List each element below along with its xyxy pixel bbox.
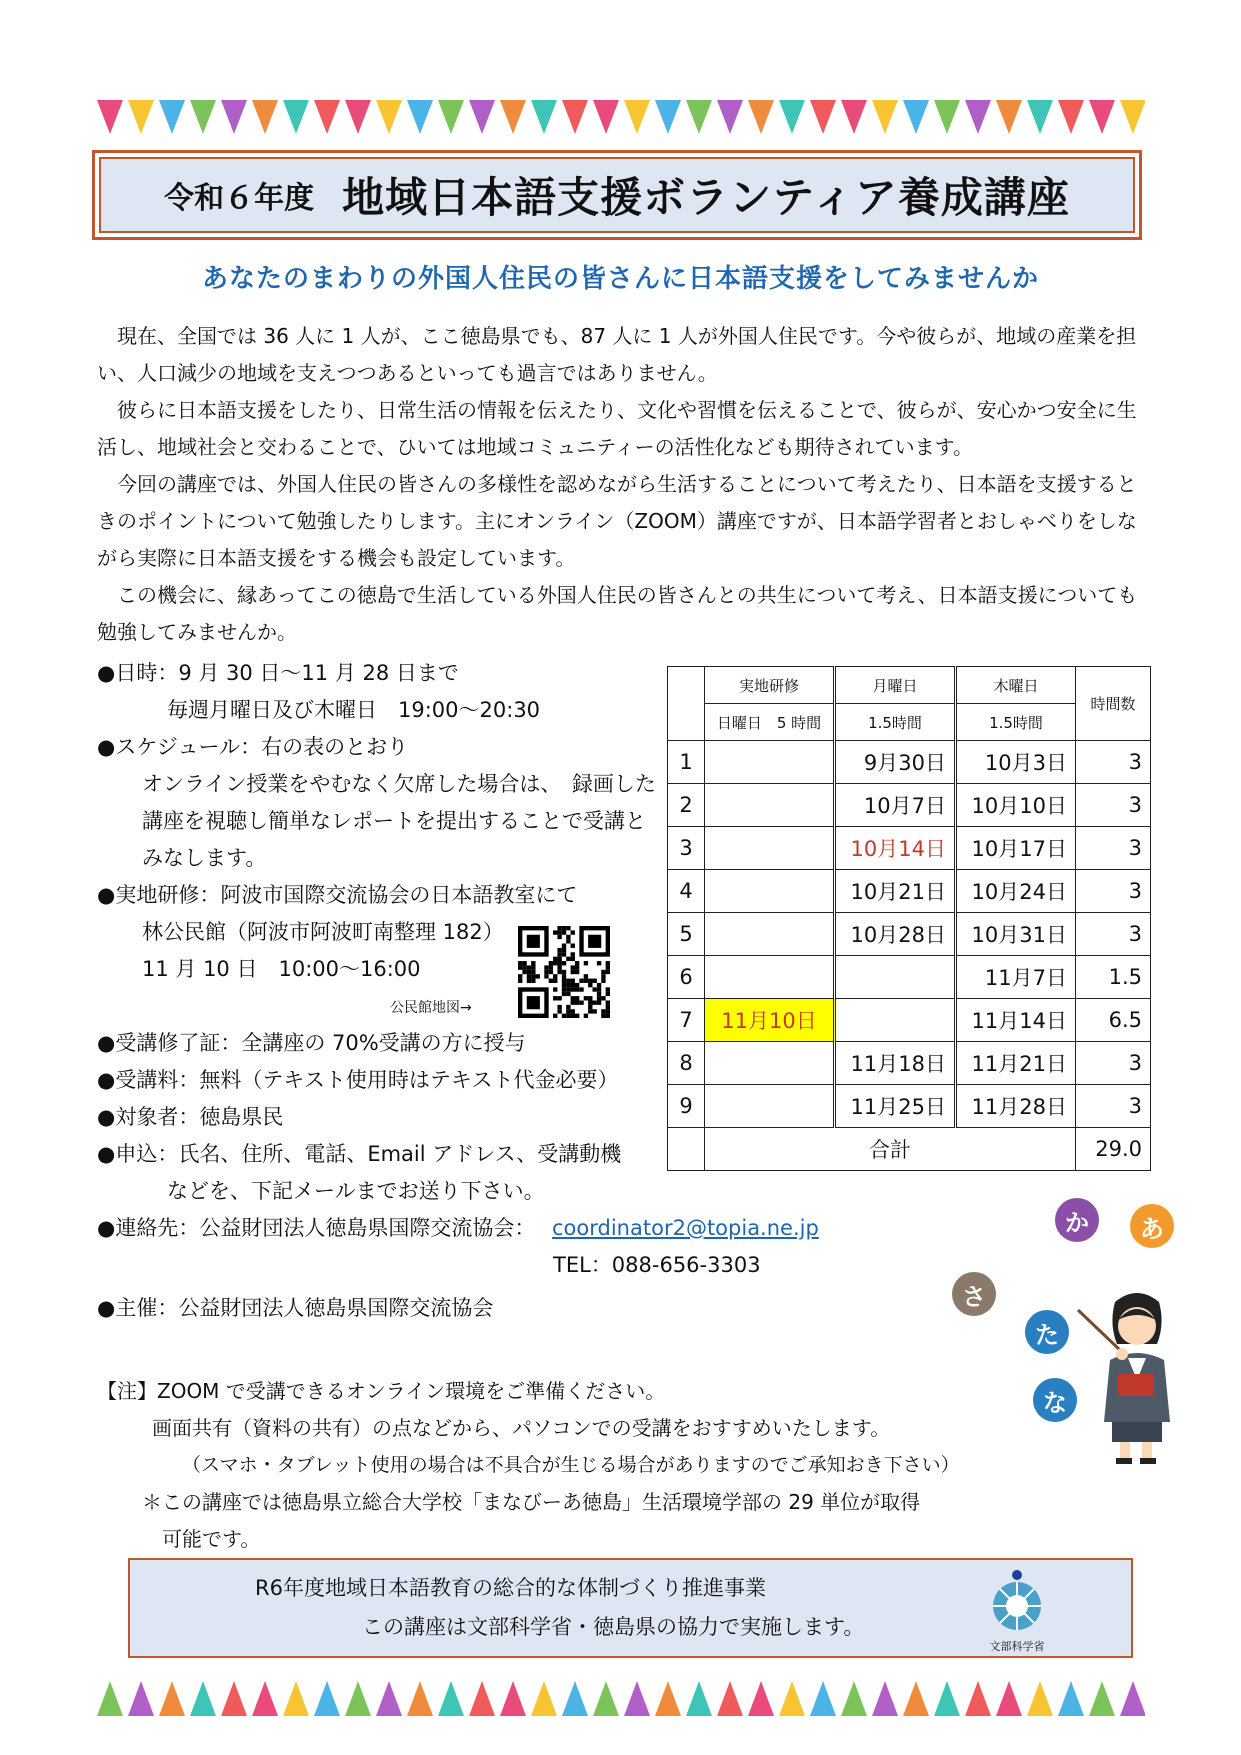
table-cell — [835, 784, 956, 827]
cell-text: 1.5 — [1108, 965, 1142, 989]
cell-text: 6 — [679, 965, 693, 989]
table-cell — [705, 827, 835, 870]
title-year: 令和６年度 — [164, 181, 315, 216]
table-cell — [1076, 1042, 1151, 1085]
hiragana-bubble: さ — [952, 1272, 996, 1316]
table-header-cell: 木曜日 — [956, 667, 1076, 704]
bunting-flag — [190, 100, 216, 134]
cell-text: 10月3日 — [984, 751, 1067, 775]
table-total-value: 29.0 — [1076, 1128, 1151, 1171]
cell-text: 5 — [679, 922, 693, 946]
bunting-flag — [903, 1681, 929, 1716]
info-contact — [97, 1210, 819, 1247]
info-training-date: 11 月 10 日 10:00～16:00 — [142, 957, 421, 981]
cell-text: 10月24日 — [971, 880, 1067, 904]
bunting-flag — [438, 1681, 464, 1716]
note-line: 画面共有（資料の共有）の点などから、パソコンでの受講をおすすめいたします。 — [152, 1416, 891, 1440]
table-cell — [705, 956, 835, 999]
table-cell — [705, 741, 835, 784]
table-cell — [956, 913, 1076, 956]
cell-text: 10月10日 — [971, 794, 1067, 818]
cell-text: 11月7日 — [984, 966, 1067, 990]
table-cell — [705, 1042, 835, 1085]
cell-text: 4 — [679, 879, 693, 903]
bunting-flag — [717, 1681, 743, 1716]
intro-paragraph: 彼らに日本語支援をしたり、日常生活の情報を伝えたり、文化や習慣を伝えることで、彼らが、安心かつ安全に生活し、地域社会と交わることで、ひいては地域コミュニティーの活性化なども期待されています。 — [97, 398, 1137, 459]
info-date-detail: 毎週月曜日及び木曜日 19:00～20:30 — [167, 698, 541, 722]
table-cell — [705, 999, 835, 1042]
bunting-flag — [717, 100, 743, 134]
table-row — [668, 870, 1151, 913]
bunting-flag — [686, 1681, 712, 1716]
table-header-cell: 1.5時間 — [956, 704, 1076, 741]
schedule-table — [667, 666, 1151, 1171]
table-cell — [705, 1085, 835, 1128]
bunting-flag — [624, 1681, 650, 1716]
cell-text: 10月31日 — [971, 923, 1067, 947]
table-cell — [1076, 1085, 1151, 1128]
note-line: ＊この講座では徳島県立総合大学校「まなびーあ徳島」生活環境学部の 29 単位が取得 — [142, 1490, 921, 1514]
bunting-flag — [779, 100, 805, 134]
bunting-flag — [469, 100, 495, 134]
bunting-flag — [1058, 1681, 1084, 1716]
cell-text: 10月7日 — [863, 794, 946, 818]
hiragana-bubble: あ — [1130, 1204, 1174, 1248]
bunting-flag — [810, 100, 836, 134]
intro-paragraph: この機会に、縁あってこの徳島で生活している外国人住民の皆さんとの共生について考え、日本語支援についても勉強してみませんか。 — [97, 583, 1138, 644]
table-header-cell: 1.5時間 — [835, 704, 956, 741]
table-cell — [835, 956, 956, 999]
table-cell — [1076, 999, 1151, 1042]
note-line: 可能です。 — [162, 1527, 261, 1551]
bunting-flag — [655, 100, 681, 134]
bunting-flag — [624, 100, 650, 134]
table-header-cell: 実地研修 — [705, 667, 835, 704]
info-target: ●対象者：徳島県民 — [97, 1105, 284, 1129]
bunting-flag — [252, 100, 278, 134]
bunting-flag — [562, 1681, 588, 1716]
bunting-flag — [1089, 100, 1115, 134]
table-cell — [1076, 827, 1151, 870]
table-cell — [956, 956, 1076, 999]
cell-text: 11月10日 — [721, 1009, 817, 1033]
mext-logo — [987, 1568, 1047, 1652]
title-banner — [92, 150, 1142, 240]
subtitle: あなたのまわりの外国人住民の皆さんに日本語支援をしてみませんか — [201, 264, 1039, 294]
cell-text: 11月25日 — [850, 1095, 946, 1119]
table-cell — [835, 741, 956, 784]
notes-section — [97, 1373, 960, 1558]
info-apply: ●申込：氏名、住所、電話、Email アドレス、受講動機 — [97, 1142, 622, 1166]
table-cell — [668, 956, 705, 999]
table-cell — [668, 784, 705, 827]
table-cell — [705, 913, 835, 956]
bunting-flag — [252, 1681, 278, 1716]
info-fee: ●受講料：無料（テキスト使用時はテキスト代金必要） — [97, 1068, 619, 1092]
bunting-flag — [283, 100, 309, 134]
info-training: ●実地研修：阿波市国際交流協会の日本語教室にて — [97, 883, 578, 907]
bunting-flag — [97, 1681, 123, 1716]
table-cell — [705, 784, 835, 827]
bunting-flag — [345, 100, 371, 134]
table-cell — [1076, 741, 1151, 784]
table-cell — [835, 870, 956, 913]
cell-text: 10月21日 — [850, 880, 946, 904]
cell-text: 2 — [679, 793, 693, 817]
info-schedule-note: オンライン授業をやむなく欠席した場合は、 録画した — [142, 772, 656, 796]
qr-caption: 公民館地図→ — [390, 1000, 472, 1016]
contact-email-link[interactable]: coordinator2@topia.ne.jp — [552, 1216, 819, 1240]
table-cell — [668, 870, 705, 913]
bunting-flag — [159, 1681, 185, 1716]
bunting-flag — [779, 1681, 805, 1716]
bunting-flag — [841, 100, 867, 134]
bunting-flag — [190, 1681, 216, 1716]
table-total-label: 合計 — [705, 1128, 1076, 1171]
bunting-flag — [593, 1681, 619, 1716]
cell-text: 8 — [679, 1051, 693, 1075]
table-cell — [956, 741, 1076, 784]
table-cell — [668, 999, 705, 1042]
bunting-flag — [593, 100, 619, 134]
bunting-flag — [686, 100, 712, 134]
table-cell — [668, 741, 705, 784]
table-row — [668, 956, 1151, 999]
table-cell — [956, 827, 1076, 870]
table-cell — [1076, 870, 1151, 913]
cell-text: 10月17日 — [971, 837, 1067, 861]
table-cell — [1076, 956, 1151, 999]
table-cell — [668, 1128, 705, 1171]
bunting-flag — [438, 100, 464, 134]
bunting-flag — [128, 1681, 154, 1716]
table-row — [668, 999, 1151, 1042]
table-cell — [956, 1042, 1076, 1085]
bottom-bunting-decoration — [95, 1678, 1145, 1718]
table-cell — [835, 999, 956, 1042]
bunting-flag — [376, 100, 402, 134]
table-cell — [835, 913, 956, 956]
table-row — [668, 827, 1151, 870]
cell-text: 10月14日 — [850, 837, 946, 861]
bunting-flag — [562, 100, 588, 134]
info-schedule-note: みなします。 — [142, 846, 267, 870]
top-bunting-decoration — [95, 98, 1145, 138]
bunting-flag — [1058, 100, 1084, 134]
cell-text: 11月21日 — [971, 1052, 1067, 1076]
table-row — [668, 741, 1151, 784]
table-cell — [835, 1085, 956, 1128]
note-line: （スマホ・タブレット使用の場合は不具合が生じる場合がありますのでご承知おき下さい） — [182, 1454, 960, 1476]
table-cell — [1076, 784, 1151, 827]
bunting-flag — [469, 1681, 495, 1716]
qr-code[interactable] — [518, 926, 610, 1018]
table-row — [668, 1085, 1151, 1128]
bunting-flag — [748, 100, 774, 134]
info-certificate: ●受講修了証：全講座の 70%受講の方に授与 — [97, 1031, 526, 1055]
intro-paragraph: 今回の講座では、外国人住民の皆さんの多様性を認めながら生活することについて考えたり、日本語を支援するときのポイントについて勉強したりします。主にオンライン（ZOOM）講座ですが、日本語学習者とおしゃべりをしながら実際に日本語支援をする機会も設定しています。 — [97, 472, 1137, 570]
table-cell — [668, 1085, 705, 1128]
bunting-flag — [1027, 100, 1053, 134]
cell-text: 1 — [679, 750, 693, 774]
table-header-cell: 月曜日 — [835, 667, 956, 704]
table-cell — [668, 1042, 705, 1085]
mext-emblem-icon — [987, 1568, 1047, 1634]
hiragana-bubble: な — [1033, 1378, 1077, 1422]
info-schedule-note: 講座を視聴し簡単なレポートを提出することで受講と — [142, 809, 646, 833]
cell-text: 9 — [679, 1094, 693, 1118]
cell-text: 3 — [1128, 793, 1142, 817]
hiragana-bubble: か — [1055, 1198, 1099, 1242]
mext-logo-text: 文部科学省 — [989, 1640, 1045, 1653]
page-title: 地域日本語支援ボランティア養成講座 — [342, 173, 1070, 222]
bunting-flag — [655, 1681, 681, 1716]
table-row — [668, 1042, 1151, 1085]
bunting-flag — [531, 100, 557, 134]
table-cell — [956, 1085, 1076, 1128]
bunting-flag — [500, 100, 526, 134]
bunting-flag — [996, 100, 1022, 134]
cell-text: 10月28日 — [850, 923, 946, 947]
table-cell — [668, 913, 705, 956]
table-cell — [835, 827, 956, 870]
cell-text: 11月28日 — [971, 1095, 1067, 1119]
bunting-flag — [872, 1681, 898, 1716]
cell-text: 6.5 — [1108, 1008, 1142, 1032]
bunting-flag — [407, 1681, 433, 1716]
cell-text: 3 — [1128, 879, 1142, 903]
note-line: 【注】ZOOM で受講できるオンライン環境をご準備ください。 — [97, 1379, 666, 1403]
bunting-flag — [934, 1681, 960, 1716]
bunting-flag — [748, 1681, 774, 1716]
bunting-flag — [283, 1681, 309, 1716]
intro-paragraph: 現在、全国では 36 人に 1 人が、ここ徳島県でも、87 人に 1 人が外国人住民です。今や彼らが、地域の産業を担い、人口減少の地域を支えつつあるといっても過言ではありません。 — [97, 324, 1137, 385]
bunting-flag — [934, 100, 960, 134]
contact-label: ●連絡先：公益財団法人徳島県国際交流協会： — [97, 1216, 536, 1240]
bunting-flag — [345, 1681, 371, 1716]
bunting-flag — [903, 100, 929, 134]
bunting-flag — [531, 1681, 557, 1716]
bunting-flag — [1120, 1681, 1145, 1716]
bunting-flag — [1120, 100, 1145, 134]
bunting-flag — [872, 100, 898, 134]
table-cell — [705, 870, 835, 913]
bunting-flag — [128, 100, 154, 134]
table-row — [668, 913, 1151, 956]
cell-text: 3 — [1128, 922, 1142, 946]
bunting-flag — [500, 1681, 526, 1716]
cell-text: 9月30日 — [863, 751, 946, 775]
bunting-flag — [841, 1681, 867, 1716]
bunting-flag — [314, 100, 340, 134]
table-header-row — [668, 667, 1151, 704]
bunting-flag — [810, 1681, 836, 1716]
info-training-place: 林公民館（阿波市阿波町南整理 182） — [142, 920, 504, 944]
bunting-flag — [996, 1681, 1022, 1716]
cell-text: 3 — [1128, 1094, 1142, 1118]
info-organizer: ●主催：公益財団法人徳島県国際交流協会 — [97, 1296, 494, 1320]
teacher-illustration — [1070, 1290, 1185, 1465]
cell-text: 11月18日 — [850, 1052, 946, 1076]
bunting-flag — [407, 100, 433, 134]
info-date: ●日時：9 月 30 日～11 月 28 日まで — [97, 661, 459, 685]
table-header-cell: 日曜日 5 時間 — [705, 704, 835, 741]
cell-text: 3 — [679, 836, 693, 860]
table-row — [668, 784, 1151, 827]
bunting-flag — [376, 1681, 402, 1716]
table-cell — [835, 1042, 956, 1085]
cell-text: 3 — [1128, 750, 1142, 774]
cell-text: 11月14日 — [971, 1009, 1067, 1033]
cell-text: 3 — [1128, 1051, 1142, 1075]
info-apply-detail: などを、下記メールまでお送り下さい。 — [167, 1179, 545, 1203]
bunting-flag — [221, 1681, 247, 1716]
table-cell — [956, 999, 1076, 1042]
bunting-flag — [97, 100, 123, 134]
contact-tel: TEL：088-656-3303 — [553, 1253, 761, 1277]
bunting-flag — [1089, 1681, 1115, 1716]
info-schedule: ●スケジュール：右の表のとおり — [97, 735, 409, 759]
footer-line1: R6年度地域日本語教育の総合的な体制づくり推進事業 — [255, 1576, 766, 1600]
bunting-flag — [159, 100, 185, 134]
bunting-flag — [221, 100, 247, 134]
bunting-flag — [314, 1681, 340, 1716]
table-header-cell: 時間数 — [1076, 667, 1151, 741]
bunting-flag — [1027, 1681, 1053, 1716]
table-cell — [1076, 913, 1151, 956]
bunting-flag — [965, 1681, 991, 1716]
table-header-cell — [668, 667, 705, 741]
bunting-flag — [965, 100, 991, 134]
table-total-row — [668, 1128, 1151, 1171]
cell-text: 7 — [679, 1008, 693, 1032]
cell-text: 3 — [1128, 836, 1142, 860]
table-cell — [956, 784, 1076, 827]
table-cell — [668, 827, 705, 870]
hiragana-bubble: た — [1025, 1310, 1069, 1354]
footer-line2: この講座は文部科学省・徳島県の協力で実施します。 — [362, 1615, 865, 1639]
table-cell — [956, 870, 1076, 913]
footer-box — [128, 1558, 1133, 1658]
intro-text — [97, 318, 1147, 651]
